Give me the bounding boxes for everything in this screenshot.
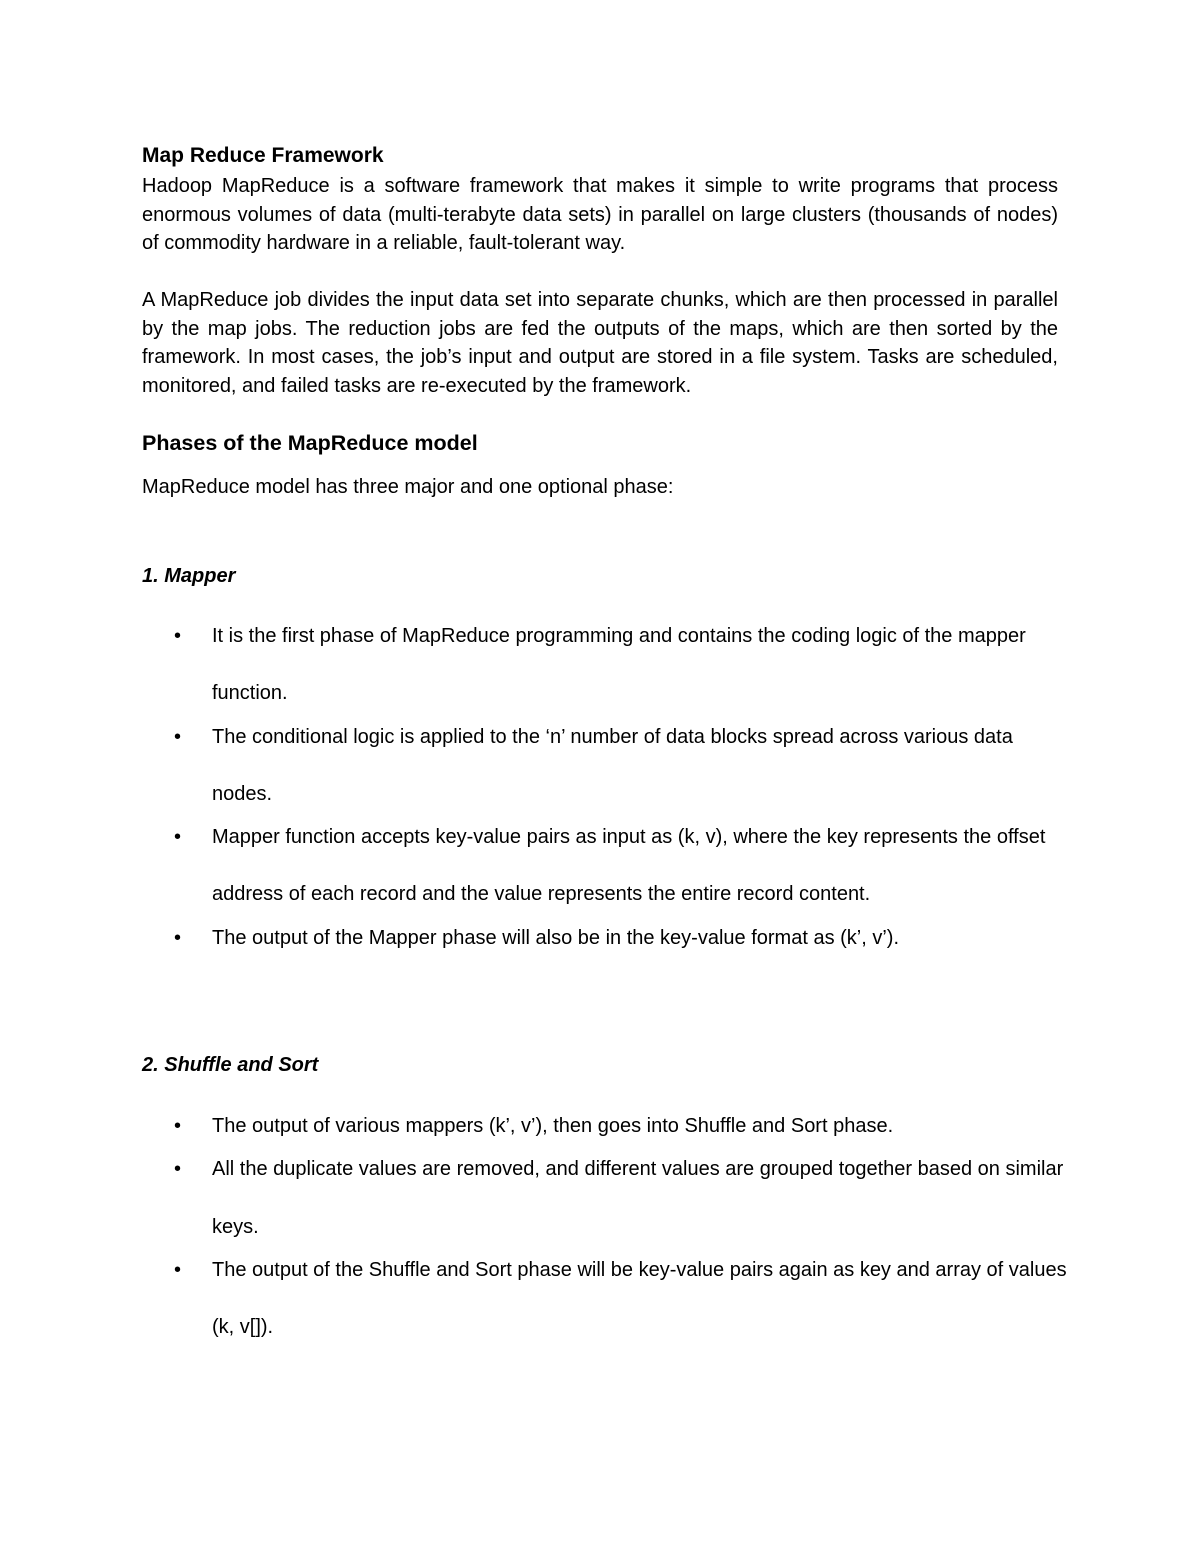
mapper-section-heading: 1. Mapper — [142, 565, 236, 587]
list-item-text: The output of the Shuffle and Sort phase will be key-value pairs again as key and array of values (k, v[]). — [212, 1258, 1067, 1339]
mapper-bullet-list — [142, 608, 1072, 967]
mapreduce-job-paragraph: A MapReduce job divides the input data set into separate chunks, which are then processed in parallel by the map jobs. The reduction jobs are fed the outputs of the maps, which are then sorted by the framework. In most cases, the job’s input and output are stored in a file system. Tasks are scheduled, monitored, and failed tasks are re-executed by the framework. — [142, 289, 1058, 397]
bullet-icon: • — [174, 1258, 182, 1281]
phases-heading: Phases of the MapReduce model — [142, 431, 478, 455]
shuffle-sort-bullet-list — [142, 1098, 1072, 1356]
intro-paragraph: Hadoop MapReduce is a software framework that makes it simple to write programs that process enormous volumes of data (multi-terabyte data sets) in parallel on large clusters (thousands of nodes) of commodity hardware in a reliable, fault-tolerant way. — [142, 175, 1058, 255]
shuffle-sort-section-heading: 2. Shuffle and Sort — [142, 1054, 319, 1076]
list-item-text: All the duplicate values are removed, and different values are grouped together based on similar keys. — [212, 1158, 1064, 1238]
list-item-text: The output of the Mapper phase will also be in the key-value format as (k’, v’). — [212, 926, 900, 949]
bullet-icon: • — [174, 725, 182, 748]
list-item — [142, 1141, 1072, 1256]
bullet-icon: • — [174, 826, 182, 849]
list-item-text: The output of various mappers (k’, v’), then goes into Shuffle and Sort phase. — [212, 1115, 894, 1137]
list-item — [142, 910, 1072, 967]
bullet-icon: • — [174, 625, 182, 647]
bullet-icon: • — [174, 1158, 182, 1181]
list-item-text: The conditional logic is applied to the ‘n’ number of data blocks spread across various data nodes. — [212, 725, 1013, 805]
bullet-icon: • — [174, 926, 182, 949]
list-item — [142, 709, 1072, 824]
list-item — [142, 809, 1072, 924]
bullet-icon: • — [174, 1115, 182, 1137]
list-item — [142, 1242, 1072, 1357]
phases-intro: MapReduce model has three major and one optional phase: — [142, 476, 674, 498]
document-title: Map Reduce Framework — [142, 144, 384, 167]
list-item-text: It is the first phase of MapReduce programming and contains the coding logic of the mapper function. — [212, 625, 1026, 705]
list-item-text: Mapper function accepts key-value pairs as input as (k, v), where the key represents the offset address of each record and the value represents the entire record content. — [212, 826, 1046, 906]
list-item — [142, 608, 1072, 723]
